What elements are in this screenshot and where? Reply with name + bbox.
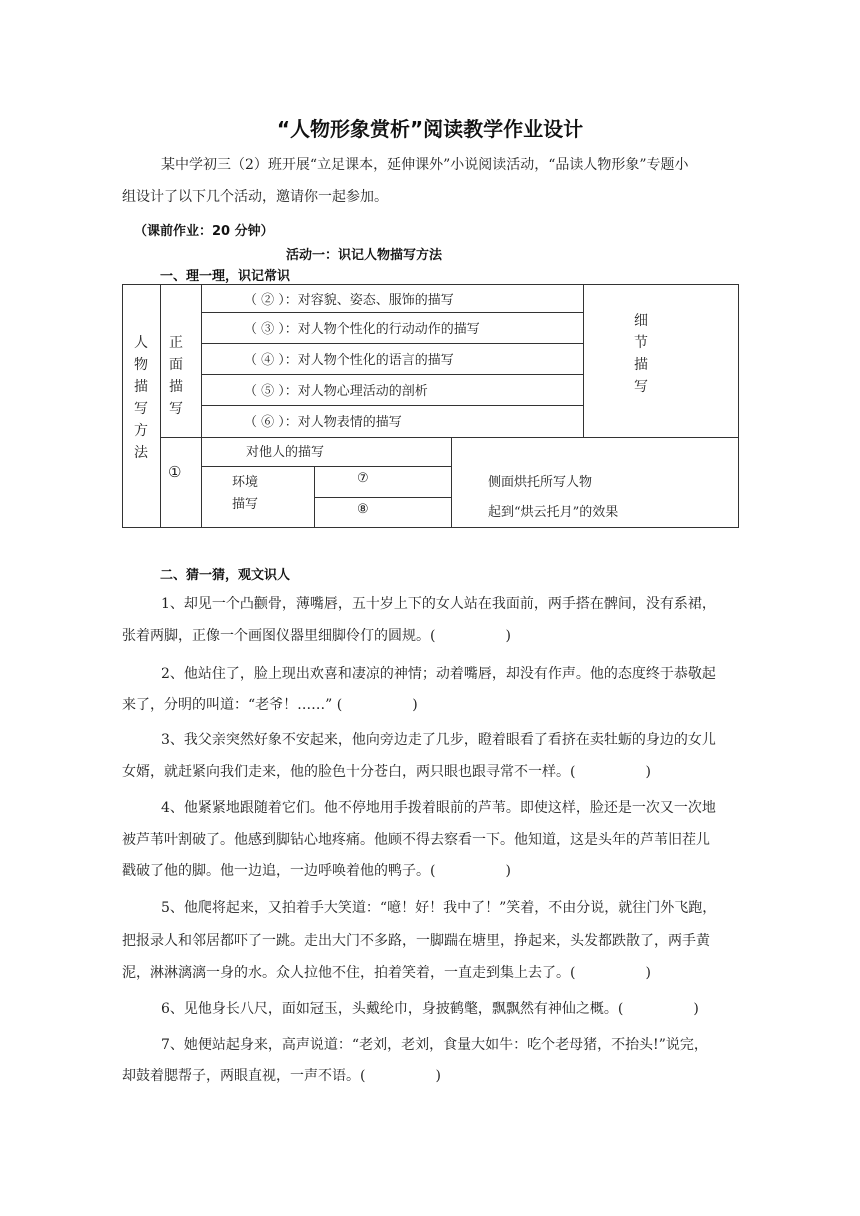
others-description: 对他人的描写 — [246, 445, 325, 460]
intro-line-2: 组设计了以下几个活动，邀请你一起参加。 — [122, 189, 388, 205]
list-item: 5、他爬将起来，又拍着手大笑道：“噫！好！我中了！”笑着，不由分说，就往门外飞跑， — [161, 900, 717, 916]
list-item: 戳破了他的脚。他一边追，一边呼唤着他的鸭子。( ) — [122, 863, 511, 879]
list-item: 女婿，就赶紧向我们走来，他的脸色十分苍白，两只眼也跟寻常不一样。( ) — [122, 764, 651, 780]
table-row: （ ⑤ ）：对人物心理活动的剖析 — [244, 384, 428, 399]
environment-label: 环境 — [232, 475, 259, 490]
methods-label: 人 物 描 写 方 法 — [134, 335, 148, 461]
table-row: （ ② ）：对容貌、姿态、服饰的描写 — [244, 293, 454, 308]
side-effect-text: 起到“烘云托月”的效果 — [488, 505, 619, 520]
table-row: （ ④ ）：对人物个性化的语言的描写 — [244, 353, 454, 368]
list-item: 6、见他身长八尺，面如冠玉，头戴纶巾，身披鹤氅，飘飘然有神仙之概。( ) — [161, 1001, 699, 1017]
page-title: “人物形象赏析”阅读教学作业设计 — [276, 117, 584, 141]
environment-item: ⑧ — [357, 502, 369, 517]
homework-note: （课前作业：20 分钟） — [134, 224, 274, 239]
list-item: 3、我父亲突然好象不安起来，他向旁边走了几步，瞪着眼看了看挤在卖牡蛎的身边的女儿 — [161, 732, 716, 748]
side-effect-text: 侧面烘托所写人物 — [488, 475, 593, 490]
list-item: 4、他紧紧地跟随着它们。他不停地用手拨着眼前的芦苇。即使这样，脸还是一次又一次地 — [161, 800, 716, 816]
side-marker: ① — [168, 463, 182, 481]
environment-label: 描写 — [232, 497, 259, 512]
detail-description-label: 细 节 描 写 — [634, 313, 648, 395]
table-row: （ ③ ）：对人物个性化的行动动作的描写 — [244, 322, 480, 337]
section-1-title: 一、理一理，识记常识 — [160, 269, 291, 284]
list-item: 张着两脚，正像一个画图仪器里细脚伶仃的圆规。( ) — [122, 628, 511, 644]
table-row: （ ⑥ ）：对人物表情的描写 — [244, 415, 402, 430]
list-item: 7、她便站起身来，高声说道：“老刘，老刘，食量大如牛：吃个老母猪，不抬头!”说完， — [161, 1037, 708, 1053]
list-item: 却鼓着腮帮子，两眼直视，一声不语。( ) — [122, 1068, 441, 1084]
activity-title: 活动一：识记人物描写方法 — [286, 248, 443, 263]
section-2-title: 二、猜一猜，观文识人 — [160, 568, 291, 583]
front-description-label: 正 面 描 写 — [169, 335, 183, 417]
intro-line-1: 某中学初三（2）班开展“立足课本，延伸课外”小说阅读活动，“品读人物形象”专题小 — [161, 157, 689, 173]
list-item: 来了，分明的叫道：“老爷！……” ( ) — [122, 697, 418, 713]
list-item: 被芦苇叶割破了。他感到脚钻心地疼痛。他顾不得去察看一下。他知道，这是头年的芦苇旧茬儿 — [122, 832, 710, 848]
list-item: 1、却见一个凸颧骨，薄嘴唇，五十岁上下的女人站在我面前，两手搭在髀间，没有系裙， — [161, 596, 716, 612]
list-item: 泥，淋淋漓漓一身的水。众人拉他不住，拍着笑着，一直走到集上去了。( ) — [122, 965, 651, 981]
environment-item: ⑦ — [357, 471, 369, 486]
list-item: 2、他站住了，脸上现出欢喜和凄凉的神情；动着嘴唇，却没有作声。他的态度终于恭敬起 — [161, 666, 716, 682]
list-item: 把报录人和邻居都吓了一跳。走出大门不多路，一脚踹在塘里，挣起来，头发都跌散了，两手黄 — [122, 933, 710, 949]
